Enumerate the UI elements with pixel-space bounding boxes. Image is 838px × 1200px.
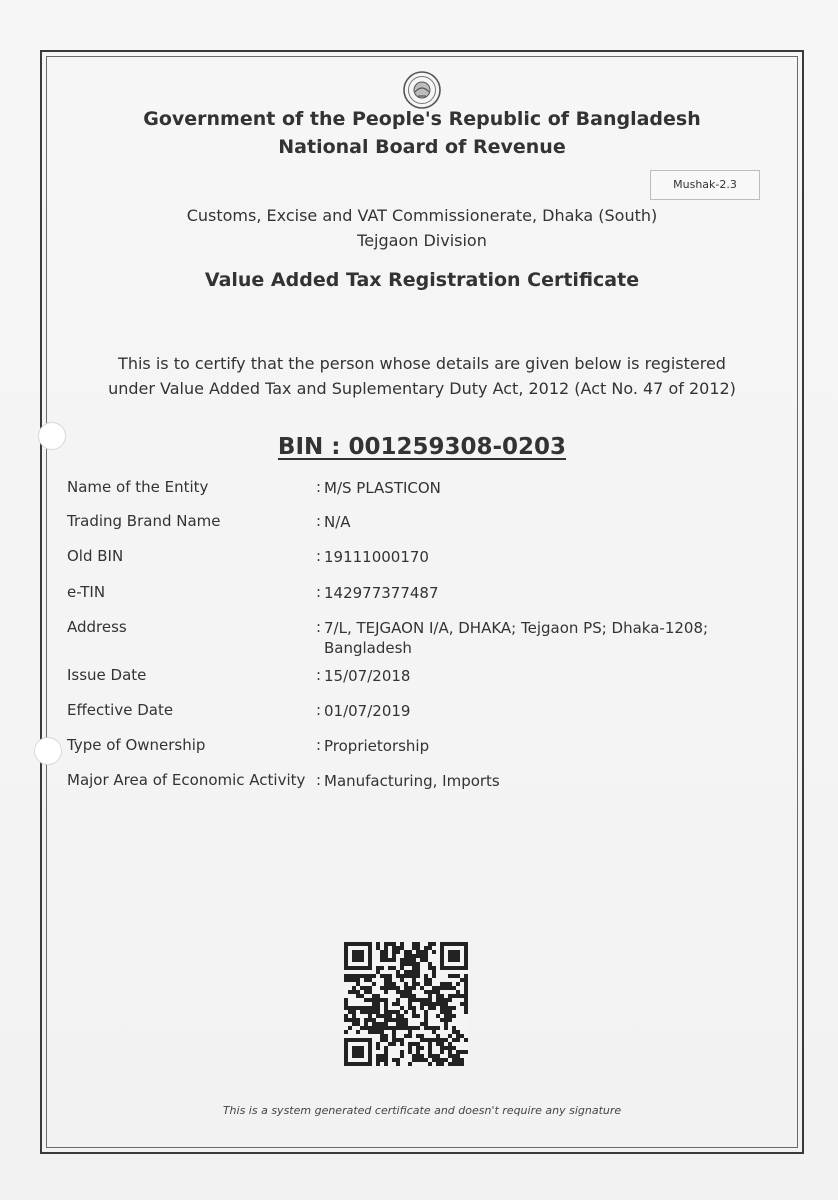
certification-statement <box>46 351 798 401</box>
detail-separator: : <box>316 666 322 684</box>
division-heading: Tejgaon Division <box>357 231 487 250</box>
detail-label: Major Area of Economic Activity <box>67 771 306 789</box>
bin-value: BIN : 001259308-0203 <box>277 434 567 460</box>
qr-code-icon <box>344 942 468 1066</box>
detail-label: Address <box>67 618 127 636</box>
certification-text: This is to certify that the person whose details are given below is registered under Value Added Tax and Suplementary Duty Act, 2012 (Act No. 47 of 2012) <box>108 354 736 398</box>
detail-separator: : <box>316 771 322 789</box>
detail-separator: : <box>316 618 322 636</box>
detail-label: Trading Brand Name <box>67 512 221 530</box>
commissionerate-heading: Customs, Excise and VAT Commissionerate, Dhaka (South) <box>186 206 658 225</box>
form-code-box: Mushak-2.3 <box>650 170 760 200</box>
detail-value: Manufacturing, Imports <box>324 772 500 790</box>
detail-label: Issue Date <box>67 666 147 684</box>
detail-separator: : <box>316 736 322 754</box>
detail-value: 19111000170 <box>324 548 429 566</box>
certificate-title: Value Added Tax Registration Certificate <box>204 269 640 291</box>
detail-separator: : <box>316 547 322 565</box>
detail-label: Effective Date <box>67 701 174 719</box>
detail-separator: : <box>316 583 322 601</box>
government-seal-icon <box>402 70 442 110</box>
detail-label: Type of Ownership <box>67 736 206 754</box>
detail-value: N/A <box>324 513 351 531</box>
detail-separator: : <box>316 701 322 719</box>
detail-value: M/S PLASTICON <box>324 479 441 497</box>
detail-value: 7/L, TEJGAON I/A, DHAKA; Tejgaon PS; Dhaka-1208; Bangladesh <box>324 619 709 657</box>
board-heading: National Board of Revenue <box>278 136 566 158</box>
punch-hole <box>34 737 62 765</box>
detail-value: 15/07/2018 <box>324 667 411 685</box>
detail-label: Name of the Entity <box>67 478 209 496</box>
detail-separator: : <box>316 478 322 496</box>
detail-value: Proprietorship <box>324 737 430 755</box>
detail-value: 01/07/2019 <box>324 702 411 720</box>
detail-label: Old BIN <box>67 547 124 565</box>
detail-label: e-TIN <box>67 583 106 601</box>
footer-note: This is a system generated certificate and doesn't require any signature <box>222 1104 622 1117</box>
government-heading: Government of the People's Republic of Bangladesh <box>143 108 701 130</box>
detail-value: 142977377487 <box>324 584 439 602</box>
detail-separator: : <box>316 512 322 530</box>
bin-number <box>46 434 798 460</box>
